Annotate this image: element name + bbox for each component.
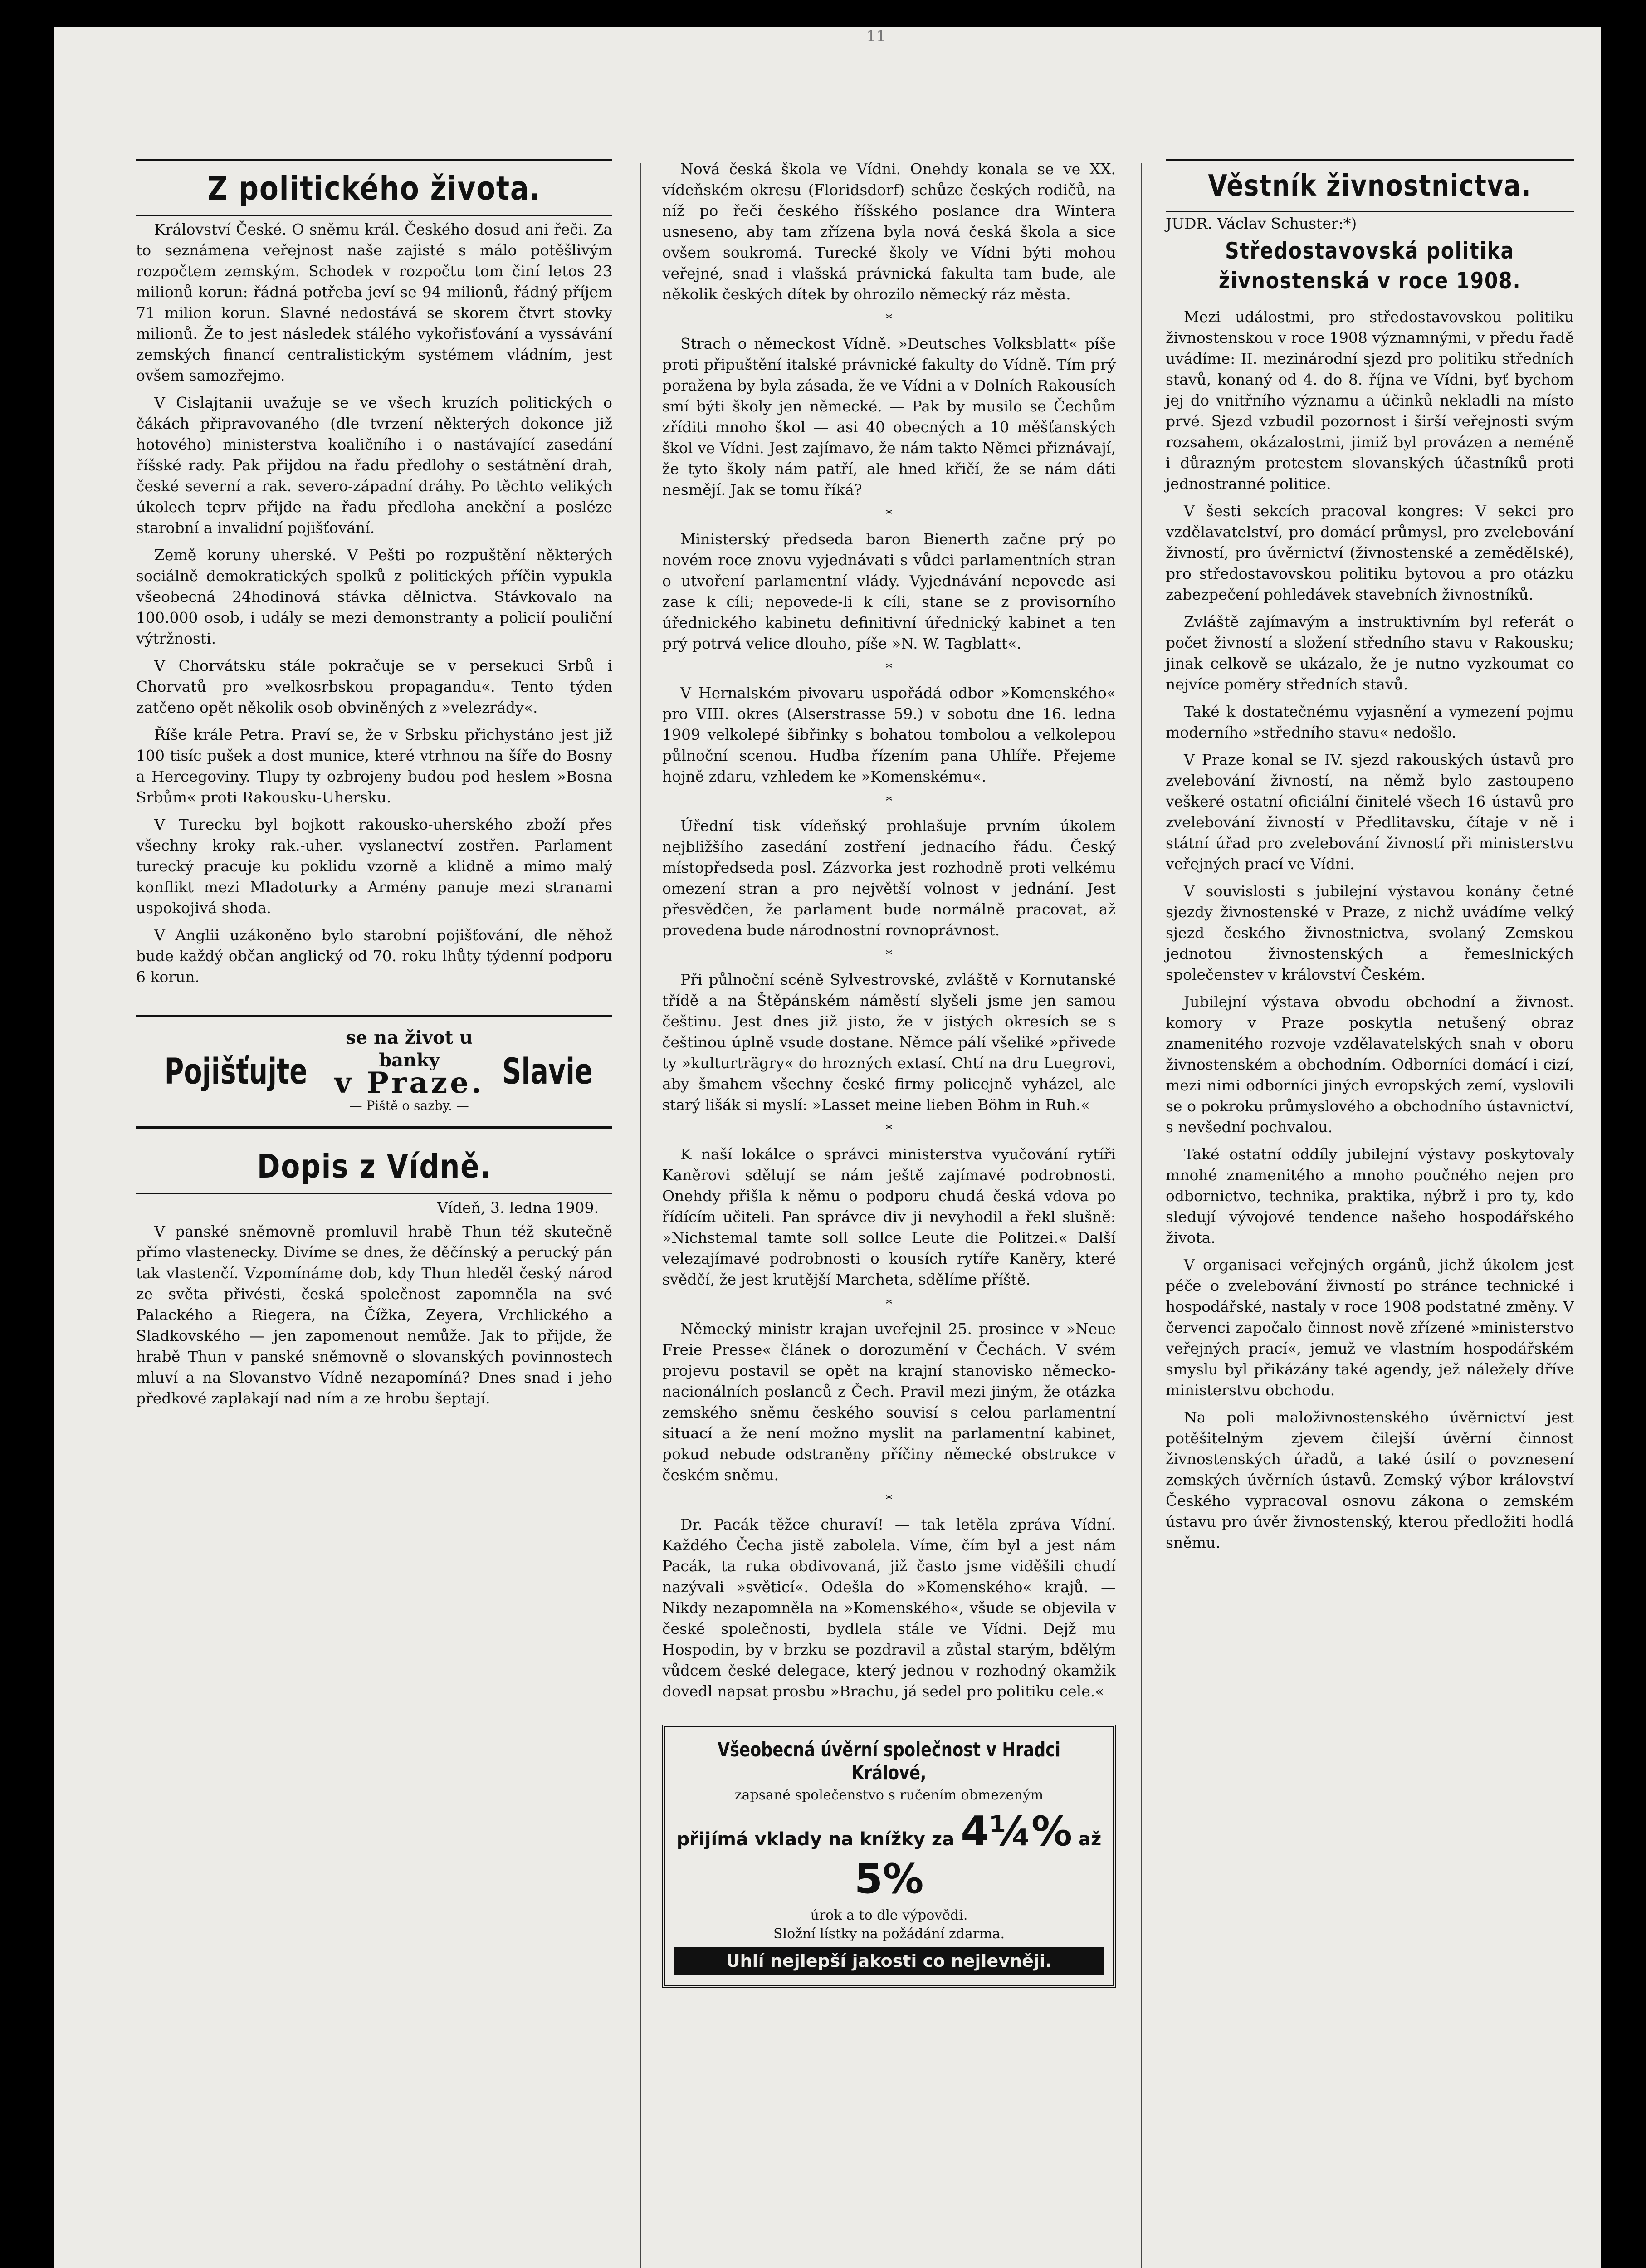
ad-rate-b: 5% <box>854 1855 924 1903</box>
column-divider <box>640 163 641 2268</box>
article-paragraph: Úřední tisk vídeňský prohlašuje prvním úkolem nejbližšího zasedání zostření jednacího řádu. Český místopředseda posl. Zázvorka jest rozhodně proti velkému omezení stran a pro největší volnost v jednání. Jest přesvědčen, že parlament bude normálně pracovat, až provedena bude národnostní rovnoprávnost. <box>662 817 1116 939</box>
article-paragraph: Jubilejní výstava obvodu obchodní a živnost. komory v Praze poskytla netušený obraz znamenitého rozvoje vzdělavatelských snah v oboru živnostenském a obchodním. Odborníci domácí i cizí, mezi nimi odborníci jiných evropských zemí, vyslovili se o pokroku průmyslového a obchodního ústavnictví, s nevšední pochvalou. <box>1166 993 1574 1136</box>
article-paragraph: Při půlnoční scéně Sylvestrovské, zvláště v Kornutanské třídě a na Štěpánském náměstí slyšeli jsme jen samou češtinu. Jest dnes již jisto, že v jistých okresích se s češtinou úplně vsude dostane. Němce pálí všeliké »přivede ty »kulturträgry« do hrozných extasí. Chtí na dru Luegrovi, aby šmahem všechny české firmy policejně vyházel, ale starý lišák si myslí: »Lasset meine lieben Böhm in Ruh.« <box>662 971 1116 1114</box>
article-paragraph: Strach o německost Vídně. »Deutsches Volksblatt« píše proti připuštění italské právnické fakulty do Vídně. Tím prý poražena by byla zásada, že ve Vídni a v Dolních Rakousích smí býti školy jen německé. — Pak by musilo se Čechům zříditi mnoho škol — asi 40 obecných a 10 měšťanských škol ve Vídni. Jest zajímavo, že nám takto Němci přiznávají, že tyto školy nám patří, ale hned křičí, že se nám dáti nesmějí. Jak se tomu říká? <box>662 335 1116 499</box>
article-paragraph: V Anglii uzákoněno bylo starobní pojišťování, dle něhož bude každý občan anglický od 70. roku lhůty týdenní podporu 6 korun. <box>136 926 612 986</box>
article-paragraph: Ministerský předseda baron Bienerth začne prý po novém roce znovu vyjednávati s vůdci parlamentních stran o utvoření parlamentní vlády. Vyjednávání nepovede asi zase k cíli; nepovede-li k cíli, stane se z provisorního úřednického kabinetu definitivní úřednický kabinet a ten prý potrvá velice dlouho, píše »N. W. Tagblatt«. <box>662 530 1116 652</box>
section-title-politics: Z politického života. <box>207 169 541 207</box>
article-paragraph: Také ostatní oddíly jubilejní výstavy poskytovaly mnohé znamenitého a mnoho poučného nejen pro odbornictvo, technika, praktika, nýbrž i pro ty, kdo sledují vývojové tendence našeho hospodářského života. <box>1166 1145 1574 1246</box>
author-byline: JUDR. Václav Schuster:*) <box>1166 215 1357 232</box>
article-paragraph: V souvislosti s jubilejní výstavou konány četné sjezdy živnostenské v Praze, z nichž uvádíme velký sjezd českého živnostnictva, svolaný Zemskou jednotou živnostenských a řemeslnických společenstev v království Českém. <box>1166 882 1574 983</box>
article-heading: Středostavovská politika živnostenská v roce 1908. <box>1218 238 1521 294</box>
separator-mark: * <box>885 947 893 963</box>
article-paragraph: Také k dostatečnému vyjasnění a vymezení pojmu moderního »středního stavu« nedošlo. <box>1166 703 1574 741</box>
column-politics <box>136 159 612 1415</box>
section-title-vestnik: Věstník živnostnictva. <box>1208 169 1532 203</box>
article-paragraph: V Hernalském pivovaru uspořádá odbor »Komenského« pro VIII. okres (Alserstrasse 59.) v sobotu dne 16. ledna 1909 velkolepé šibřinky s bohatou tombolou a velkolepou půlnoční scenou. Hudba řízením pana Uhlíře. Přejeme hojně zdaru, vzhledem ke »Komenskému«. <box>662 684 1116 785</box>
article-paragraph: K naší lokálce o správci ministerstva vyučování rytíři Kaněrovi sdělují se nám ještě zajímavé podrobnosti. Onehdy přišla k němu o podporu chudá česká vdova po řídícím učiteli. Pan správce div ji nevyhodil a řekl slušně: »Nichstemal tamte soll sollce Leute die Politzei.« Další velezajímavé podrobnosti o kousích rytíře Kaněry, které svědčí, že jest krutější Marcheta, sdělíme příště. <box>662 1145 1116 1288</box>
article-paragraph: Nová česká škola ve Vídni. Onehdy konala se ve XX. vídeňském okresu (Floridsdorf) schůze českých rodičů, na níž po řeči českého říšského poslance dra Wintera usneseno, aby tam zřízena byla nová česká škola a sice ovšem soukromá. Turecké školy ve Vídni býti mohou veřejné, snad i vlašská právnická fakulta tam bude, ale několik českých dítek by ohrozilo německý ráz města. <box>662 160 1116 303</box>
article-paragraph: V Chorvátsku stále pokračuje se v persekuci Srbů i Chorvatů pro »velkosrbskou propagandu«. Tento týden zatčeno opět několik osob obviněných z »velezrády«. <box>136 657 612 716</box>
article-paragraph: Na poli maloživnostenského úvěrnictví jest potěšitelným zjevem čilejší úvěrní činnost živnostenských úřadů, a také úsilí o povznesení zemských úvěrních ústavů. Zemský výbor království Českého vypracoval osnovu zákona o zemském ústavu pro úvěr živnostenský, kterou předložiti hodlá sněmu. <box>1166 1408 1574 1551</box>
separator-mark: * <box>885 1122 893 1138</box>
slavie-advertisement <box>136 1015 612 1129</box>
newspaper-page <box>54 27 1601 2268</box>
ad-middle-line1: se na život u banky <box>346 1027 473 1071</box>
ad-rate-mid: až <box>1079 1829 1102 1850</box>
rule <box>1166 211 1574 212</box>
column-divider <box>1141 163 1142 2268</box>
ad-rate-a: 4¼% <box>961 1808 1073 1855</box>
article-paragraph: V organisaci veřejných orgánů, jichž úkolem jest péče o zvelebování živností po stránce technické i hospodářské, nastaly v roce 1908 podstatné změny. V červenci započalo činnost nově zřízené »ministerstvo veřejných prací«, jemuž ve vlastním hospodářském smyslu byl přikázány také agendy, jež náležely dříve ministerstvu obchodu. <box>1166 1256 1574 1399</box>
article-paragraph: V panské sněmovně promluvil hrabě Thun též skutečně přímo vlastenecky. Divíme se dnes, že děčínský a perucký pán tak vlastenčí. Vzpomínáme dob, kdy Thun hleděl český národ ze světa přivésti, česká společnost zapomněla na své Palackého a Riegera, na Čížka, Zeyera, Vrchlického a Sladkovského — jen zapomenout nemůže. Jak to přijde, že hrabě Thun v panské sněmovně o slovanských povinnostech mluví a na Slovanstvo Vídně nezapomíná? Dnes snad i jeho předkové zaplakají nad ním a ze hrobu šeptají. <box>136 1222 612 1407</box>
rule <box>136 215 612 216</box>
ad-bank-coal: Uhlí nejlepší jakosti co nejlevněji. <box>674 1947 1104 1975</box>
rule <box>136 1193 612 1194</box>
page-mark: 11 <box>866 27 886 45</box>
ad-left-text: Pojišťujte <box>164 1051 308 1092</box>
article-paragraph: Zvláště zajímavým a instruktivním byl referát o počet živností a složení středního stavu v Rakousku; jinak celkově se ukázalo, že je nutno vyzkoumat co nejvíce poměry středních stavů. <box>1166 613 1574 693</box>
separator-mark: * <box>885 660 893 676</box>
separator-mark: * <box>885 1492 893 1508</box>
ad-middle-line2: v Praze. <box>334 1066 484 1100</box>
rule <box>136 159 612 161</box>
article-paragraph: V Turecku byl bojkott rakousko-uherského zboží přes všechny kroky rak.-uher. vyslanectví zostřen. Parlament turecký pracuje ku poklidu vzorně a klidně a mimo malý konflikt mezi Mladoturky a Armény panuje mezi stranami uspokojivá shoda. <box>136 816 612 917</box>
article-paragraph: Německý ministr krajan uveřejnil 25. prosince v »Neue Freie Presse« článek o dorozumění v Čechách. V svém projevu postavil se opět na krajní stanovisko německo-nacionálních poslanců z Čech. Pravil mezi jiným, že otázka zemského sněmu českého souvisí s celou parlamentní situací a že není možno myslit na parlamentní kabinet, pokud nebude odstraněny příčiny německé obstrukce v českém sněmu. <box>662 1320 1116 1484</box>
ad-bank-line2: Složní lístky na požádání zdarma. <box>773 1926 1005 1942</box>
ad-right-text: Slavie <box>502 1051 593 1092</box>
article-paragraph: V Praze konal se IV. sjezd rakouských ústavů pro zvelebování živností, na němž bylo zastoupeno veškeré ostatní oficiální činitelé všech 16 ústavů pro zvelebování živností v Předlitavsku, čítaje v ně i státní úřad pro zvelebování živností při ministerstvu veřejných prací ve Vídni. <box>1166 751 1574 873</box>
article-paragraph: Království České. O sněmu král. Českého dosud ani řeči. Za to seznámena veřejnost naše zajisté s málo potěšlivým rozpočtem zemským. Schodek v rozpočtu tom činí letos 23 milionů korun: řádná potřeba jeví se 94 milionů, řádný příjem 71 milion korun. Slavné nedostává se skorem čtvrt stovky milionů. Že to jest následek stálého vykořisťování a vyssávání zemských financí centralistickým systémem vládním, jest ovšem samozřejmo. <box>136 220 612 384</box>
ad-bank-line1: úrok a to dle výpovědi. <box>810 1907 968 1923</box>
article-paragraph: Říše krále Petra. Praví se, že v Srbsku přichystáno jest již 100 tisíc pušek a dost munice, které vtrhnou na šíře do Bosny a Hercegoviny. Tlupy ty ozbrojeny budou pod heslem »Bosna Srbům« proti Rakousku-Uhersku. <box>136 726 612 806</box>
dopis-date: Vídeň, 3. ledna 1909. <box>437 1199 599 1217</box>
separator-mark: * <box>885 793 893 809</box>
article-paragraph: Mezi událostmi, pro středostavovskou politiku živnostenskou v roce 1908 významnými, v předu řadě uvádíme: II. mezinárodní sjezd pro politiku středních stavů, konaný od 4. do 8. října ve Vídni, byť bychom jej do vnitřního významu a účinků nekladli na místo prvé. Sjezd vzbudil pozornost i širší veřejnosti svým rozsahem, okázalostmi, jimiž byl provázen a neméně i důrazným protestem slovanských účastníků proti jednostranné politice. <box>1166 308 1574 493</box>
separator-mark: * <box>885 507 893 523</box>
ad-bank-rate <box>674 1808 1104 1903</box>
section-title-dopis: Dopis z Vídně. <box>257 1147 492 1185</box>
bank-advertisement <box>662 1725 1116 1988</box>
ad-middle-line3: — Piště o sazby. — <box>349 1098 469 1113</box>
ad-bank-sub: zapsané společenstvo s ručením obmezeným <box>734 1787 1044 1803</box>
article-paragraph: Země koruny uherské. V Pešti po rozpuštění některých sociálně demokratických spolků z politických příčin vypukla všeobecná 24hodinová stávka dělnictva. Stávkovalo na 100.000 osob, i udály se mezi demonstranty a policií pouliční výtržnosti. <box>136 546 612 647</box>
article-paragraph: V šesti sekcích pracoval kongres: V sekci pro vzdělavatelství, pro domácí průmysl, pro zvelebování živností, pro úvěrnictví (živnostenské a zemědělské), pro středostavovskou politiku bytovou a pro otázku zabezpečení pohledávek stavebních živnostníků. <box>1166 502 1574 603</box>
ad-bank-title: Všeobecná úvěrní společnost v Hradci Králové, <box>717 1738 1061 1784</box>
ad-rate-pre: přijímá vklady na knížky za <box>676 1829 955 1850</box>
ad-middle <box>331 1026 487 1117</box>
rule <box>1166 159 1574 161</box>
article-paragraph: Dr. Pacák těžce churaví! — tak letěla zpráva Vídní. Každého Čecha jistě zabolela. Víme, čím byl a jest nám Pacák, ta ruka obdivovaná, již často jsme viděšili chudí nazývali »světicí«. Odešla do »Komenského« krajů. — Nikdy nezapomněla na »Komenského«, všude se objevila v české společnosti, bydlela stále ve Vídni. Dejž mu Hospodin, by v brzku se pozdravil a zůstal starým, bdělým vůdcem české delegace, který jednou v rozhodný okamžik dovedl napsat prosbu »Brachu, já sedel pro politiku cele.« <box>662 1515 1116 1700</box>
separator-mark: * <box>885 1296 893 1312</box>
article-paragraph: V Cislajtanii uvažuje se ve všech kruzích politických o čákách připravovaného (dle tvrzení některých dokonce již hotového) ministerstva koaličního i o nastávající zasedání říšské rady. Pak přijdou na řadu předlohy o sestátnění drah, české severní a rak. severo-západní dráhy. Po těchto velikých úkolech teprv přijde na řadu předloha anekční a posléze starobní a invalidní pojišťování. <box>136 394 612 537</box>
separator-mark: * <box>885 311 893 327</box>
column-vienna-news <box>662 159 1116 1988</box>
column-trade-bulletin <box>1166 159 1574 1559</box>
